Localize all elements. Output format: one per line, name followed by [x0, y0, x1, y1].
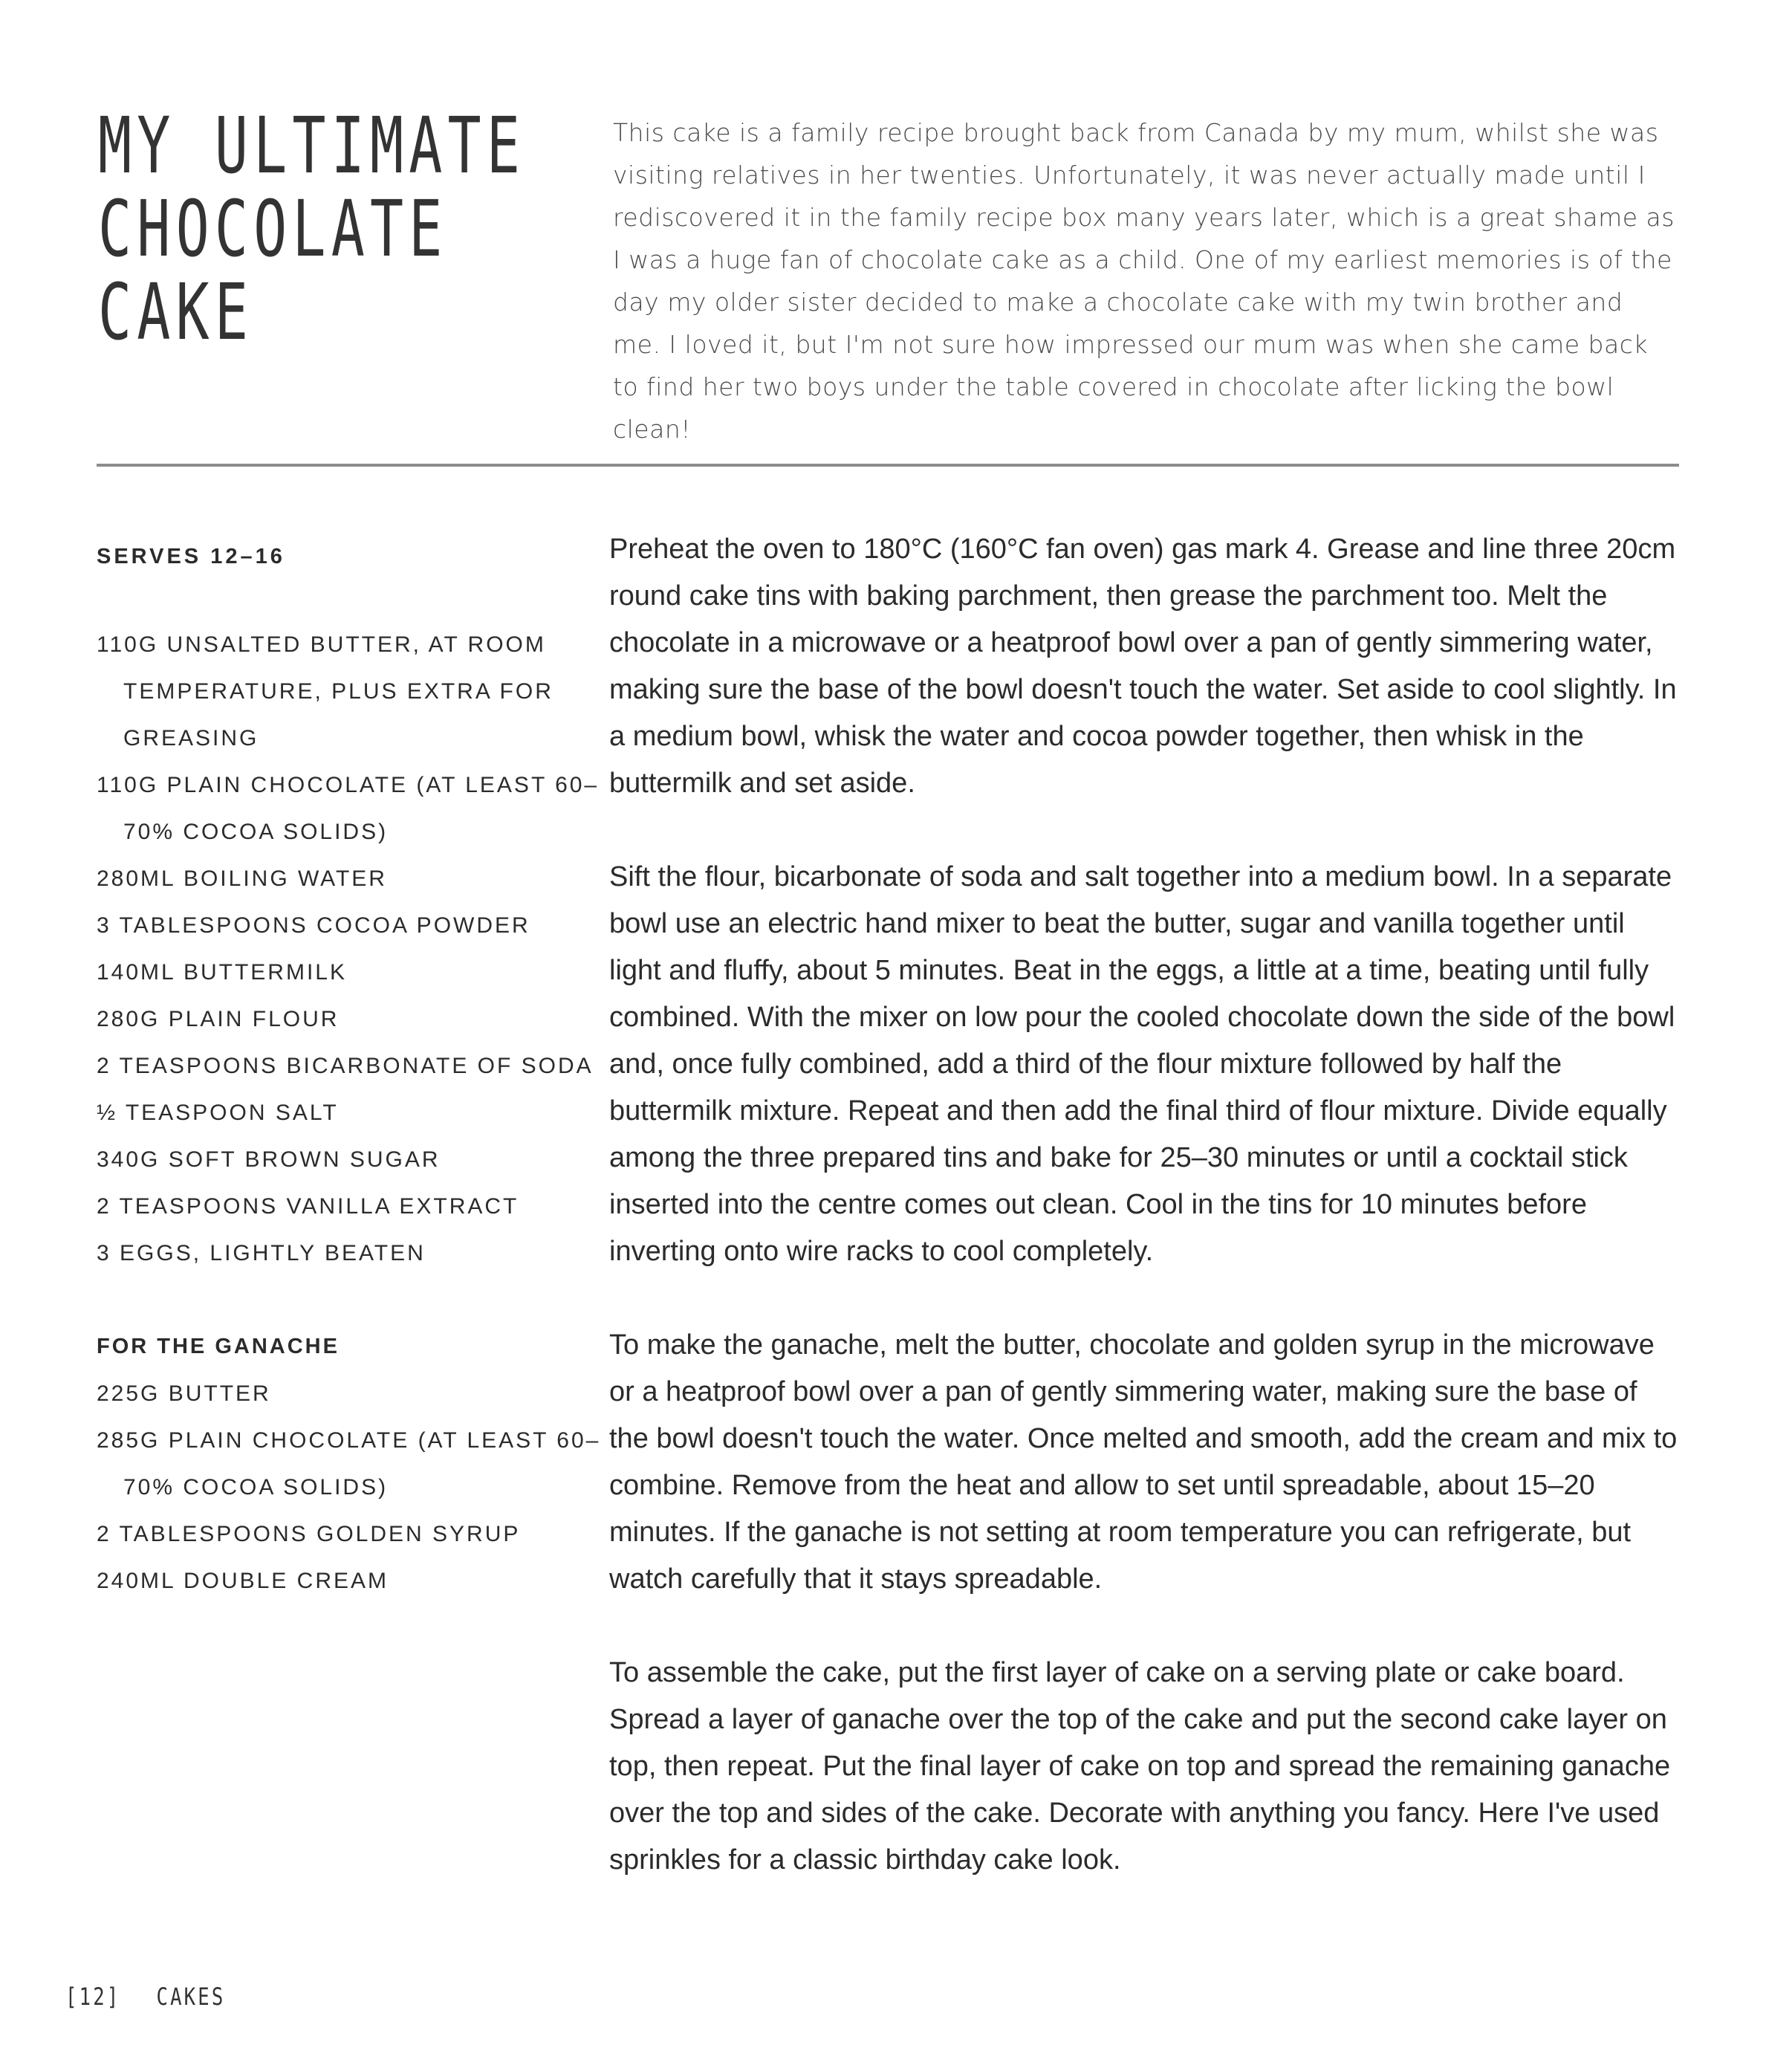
method-column — [609, 526, 1679, 1931]
page-number: [12] — [65, 1983, 121, 2011]
method-step: Preheat the oven to 180°C (160°C fan oven) gas mark 4. Grease and line three 20cm round cake tins with baking parchment, then grease the parchment too. Melt the chocolate in a microwave or a heatproof bowl over a pan of gently simmering water, making sure the base of the bowl doesn't touch the water. Set aside to cool slightly. In a medium bowl, whisk the water and cocoa powder together, then whisk in the buttermilk and set aside. — [609, 534, 1677, 799]
ingredients-column — [97, 534, 602, 1604]
ganache-ingredient-list — [97, 1370, 602, 1604]
ingredient-item: ½ TEASPOON SALT — [97, 1101, 339, 1125]
title-line: MY ULTIMATE — [98, 100, 526, 191]
page-footer — [65, 1983, 226, 2011]
ingredient-item: 285G PLAIN CHOCOLATE (AT LEAST 60–70% COCOA SOLIDS) — [97, 1428, 601, 1500]
ingredient-item: 3 TABLESPOONS COCOA POWDER — [97, 913, 530, 938]
ganache-heading: FOR THE GANACHE — [97, 1335, 340, 1358]
ingredient-item: 280ML BOILING WATER — [97, 866, 387, 891]
method-step: Sift the flour, bicarbonate of soda and salt together into a medium bowl. In a separate bowl use an electric hand mixer to beat the butter, sugar and vanilla together until light and fluffy, about 5 minutes. Beat in the eggs, a little at a time, beating until fully combined. With the mixer on low pour the cooled chocolate down the side of the bowl and, once fully combined, add a third of the flour mixture followed by half the buttermilk mixture. Repeat and then add the final third of flour mixture. Divide equally among the three prepared tins and bake for 25–30 minutes or until a cocktail stick inserted into the centre comes out clean. Cool in the tins for 10 minutes before inverting onto wire racks to cool completely. — [609, 861, 1675, 1267]
ingredient-item: 140ML BUTTERMILK — [97, 960, 347, 985]
ingredient-item: 110G PLAIN CHOCOLATE (AT LEAST 60–70% COCOA SOLIDS) — [97, 773, 600, 844]
ingredient-item: 280G PLAIN FLOUR — [97, 1007, 340, 1031]
ingredient-item: 110G UNSALTED BUTTER, AT ROOM TEMPERATURE, PLUS EXTRA FOR GREASING — [97, 632, 553, 751]
ingredient-list — [97, 621, 602, 1277]
method-step: To make the ganache, melt the butter, chocolate and golden syrup in the microwave or a heatproof bowl over a pan of gently simmering water, making sure the base of the bowl doesn't touch the water. Once melted and smooth, add the cream and mix to combine. Remove from the heat and allow to set until spreadable, about 15–20 minutes. If the ganache is not setting at room temperature you can refrigerate, but watch carefully that it stays spreadable. — [609, 1329, 1678, 1595]
ingredient-item: 2 TEASPOONS VANILLA EXTRACT — [97, 1194, 519, 1219]
title-line: CAKE — [98, 267, 254, 357]
section-name: CAKES — [156, 1983, 226, 2011]
ingredient-item: 340G SOFT BROWN SUGAR — [97, 1147, 441, 1172]
ingredient-item: 2 TABLESPOONS GOLDEN SYRUP — [97, 1522, 521, 1546]
title-line: CHOCOLATE — [98, 184, 448, 274]
intro-paragraph: This cake is a family recipe brought back from Canada by my mum, whilst she was visiting relatives in her twenties. Unfortunately, it was never actually made until I rediscovered it in the family recipe box many years later, which is a great shame as I was a huge fan of chocolate cake as a child. One of my earliest memories is of the day my older sister decided to make a chocolate cake with my twin brother and me. I loved it, but I'm not sure how impressed our mum was when she came back to find her two boys under the table covered in chocolate after licking the bowl clean! — [613, 118, 1675, 444]
recipe-title — [98, 100, 526, 357]
ingredient-item: 240ML DOUBLE CREAM — [97, 1569, 389, 1593]
method-step: To assemble the cake, put the first layer of cake on a serving plate or cake board. Spread a layer of ganache over the top of the cake and put the second cake layer on top, then repeat. Put the final layer of cake on top and spread the remaining ganache over the top and sides of the cake. Decorate with anything you fancy. Here I've used sprinkles for a classic birthday cake look. — [609, 1657, 1671, 1876]
ingredient-item: 2 TEASPOONS BICARBONATE OF SODA — [97, 1054, 594, 1078]
ingredient-item: 3 EGGS, LIGHTLY BEATEN — [97, 1241, 426, 1265]
ingredient-item: 225G BUTTER — [97, 1381, 271, 1406]
section-divider — [97, 464, 1679, 467]
serves-label: SERVES 12–16 — [97, 545, 285, 568]
